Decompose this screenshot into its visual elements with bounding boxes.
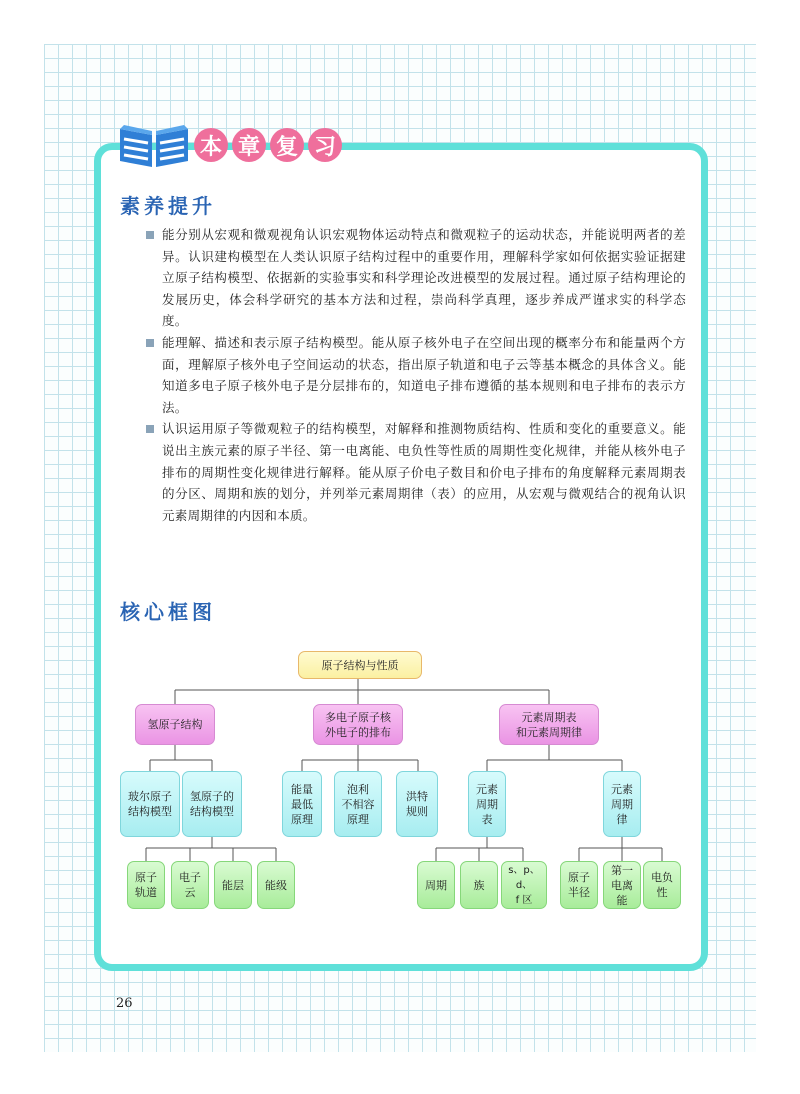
node-electronegativity: 电负 性 — [643, 861, 681, 909]
literacy-item — [146, 224, 686, 332]
literacy-item-text: 能理解、描述和表示原子结构模型。能从原子核外电子在空间出现的概率分布和能量两个方面，理解原子核外电子空间运动的状态，指出原子轨道和电子云等基本概念的具体含义。能知道多电子原子核外电子是分层排布的，知道电子排布遵循的基本规则和电子排布的表示方法。 — [162, 334, 686, 415]
node-pauli: 泡利 不相容 原理 — [334, 771, 382, 837]
node-group: 族 — [460, 861, 498, 909]
node-hydrogen-structure: 氢原子结构 — [135, 704, 215, 745]
node-energy-min: 能量 最低 原理 — [282, 771, 322, 837]
literacy-item-text: 能分别从宏观和微观视角认识宏观物体运动特点和微观粒子的运动状态，并能说明两者的差异。认识建构模型在人类认识原子结构过程中的重要作用，理解科学家如何依据实验证据建立原子结构模型、依据新的实验事实和科学理论改进模型的发展过程。通过原子结构理论的发展历史，体会科学研究的基本方法和过程，崇尚科学真理，逐步养成严谨求实的科学态度。 — [162, 227, 686, 329]
literacy-item-text: 认识运用原子等微观粒子的结构模型，对解释和推测物质结构、性质和变化的重要意义。能说出主族元素的原子半径、第一电离能、电负性等性质的周期性变化规律，并能从核外电子排布的周期性变化规律进行解释。能从原子价电子数目和价电子排布的角度解释元素周期表的分区、周期和族的划分，并列举元素周期律（表）的应用，从宏观与微观结合的视角认识元素周期律的内因和本质。 — [162, 421, 686, 523]
bullet-square-icon — [146, 231, 154, 239]
core-framework-diagram — [110, 645, 695, 925]
node-hydrogen-model: 氢原子的 结构模型 — [182, 771, 242, 837]
banner-char: 章 — [232, 128, 266, 162]
literacy-heading: 素养提升 — [120, 194, 216, 218]
node-periodic-table: 元素 周期 表 — [468, 771, 506, 837]
page-number: 26 — [116, 996, 133, 1011]
node-multi-electron: 多电子原子核 外电子的排布 — [313, 704, 403, 745]
node-subshell: 能级 — [257, 861, 295, 909]
bullet-square-icon — [146, 339, 154, 347]
banner-char: 复 — [270, 128, 304, 162]
node-ionization: 第一 电离 能 — [603, 861, 641, 909]
node-periodic-law: 元素 周期 律 — [603, 771, 641, 837]
node-periodic: 元素周期表 和元素周期律 — [499, 704, 599, 745]
open-book-icon — [116, 121, 192, 169]
literacy-item — [146, 332, 686, 418]
banner-title — [194, 128, 342, 162]
chapter-review-banner — [116, 120, 342, 170]
literacy-list — [146, 224, 686, 526]
node-atomic-radius: 原子 半径 — [560, 861, 598, 909]
node-root: 原子结构与性质 — [298, 651, 422, 679]
bullet-square-icon — [146, 425, 154, 433]
literacy-item — [146, 418, 686, 526]
banner-char: 习 — [308, 128, 342, 162]
node-hund: 洪特 规则 — [396, 771, 438, 837]
node-blocks: s、p、d、 f 区 — [501, 861, 547, 909]
framework-heading: 核心框图 — [120, 600, 216, 624]
node-period: 周期 — [417, 861, 455, 909]
node-shell: 能层 — [214, 861, 252, 909]
banner-char: 本 — [194, 128, 228, 162]
node-orbital: 原子 轨道 — [127, 861, 165, 909]
node-bohr-model: 玻尔原子 结构模型 — [120, 771, 180, 837]
node-electron-cloud: 电子 云 — [171, 861, 209, 909]
